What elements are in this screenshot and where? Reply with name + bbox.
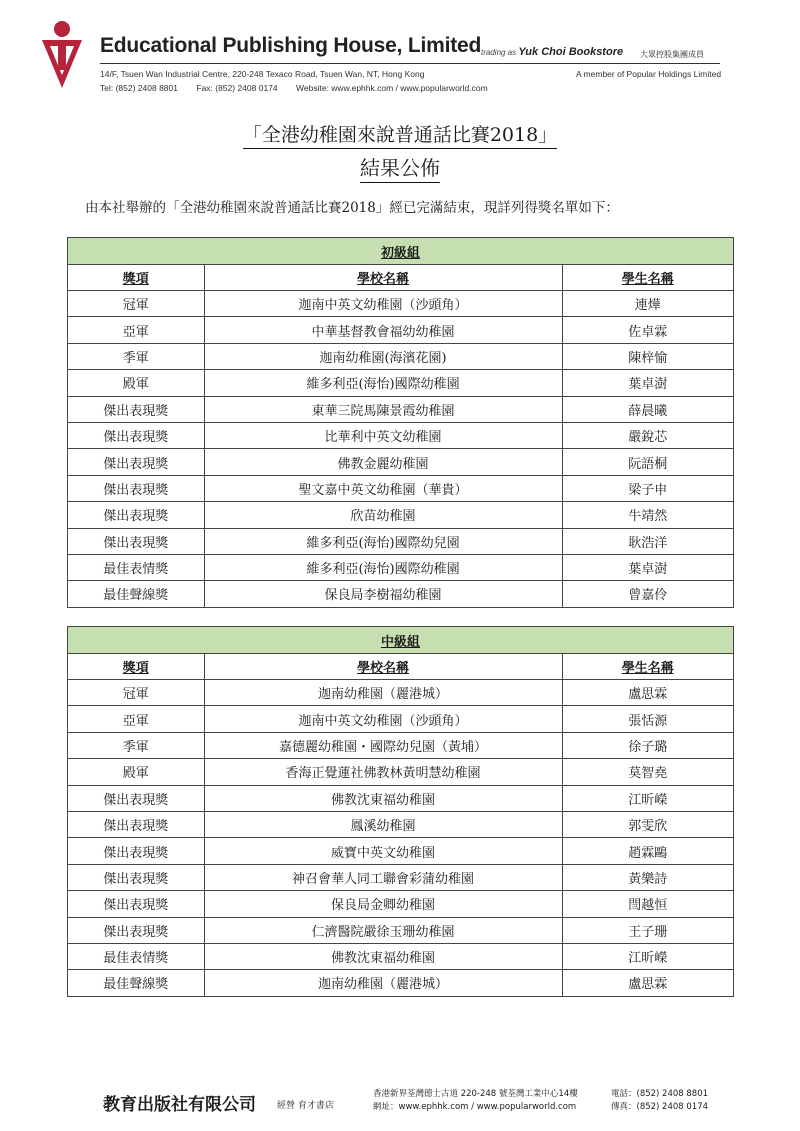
cell-school: 東華三院馬陳景霞幼稚園 xyxy=(204,396,562,422)
table-row xyxy=(68,943,734,969)
company-name: Educational Publishing House, Limited xyxy=(100,34,482,57)
cell-award: 傑出表現獎 xyxy=(68,785,205,811)
cell-student: 江昕嶸 xyxy=(562,943,734,969)
company-contact xyxy=(100,83,504,93)
cell-school: 保良局李樹福幼稚園 xyxy=(204,581,562,607)
cell-school: 嘉德麗幼稚園・國際幼兒園（黃埔） xyxy=(204,732,562,758)
table-row xyxy=(68,759,734,785)
cell-student: 牛靖然 xyxy=(562,502,734,528)
col-student: 學生名稱 xyxy=(562,654,734,680)
cell-school: 迦南幼稚園（麗港城） xyxy=(204,680,562,706)
company-address: 14/F, Tsuen Wan Industrial Centre, 220-248 Texaco Road, Tsuen Wan, NT, Hong Kong xyxy=(100,69,425,79)
page-subtitle: 結果公佈 xyxy=(0,152,800,181)
group-title: 中級組 xyxy=(68,627,734,654)
website: Website: www.ephhk.com / www.popularworld.com xyxy=(296,83,488,93)
footer-contact: 電話：(852) 2408 8801 傳真：(852) 2408 0174 xyxy=(611,1089,709,1112)
cell-award: 傑出表現獎 xyxy=(68,422,205,448)
cell-award: 傑出表現獎 xyxy=(68,917,205,943)
cell-student: 阮語桐 xyxy=(562,449,734,475)
table-body xyxy=(68,291,734,608)
cell-award: 最佳聲線獎 xyxy=(68,970,205,996)
table-row xyxy=(68,554,734,580)
group-title: 初級組 xyxy=(68,238,734,265)
cell-student: 趙霖鷗 xyxy=(562,838,734,864)
cell-student: 江昕嶸 xyxy=(562,785,734,811)
table-row xyxy=(68,291,734,317)
cell-student: 盧思霖 xyxy=(562,680,734,706)
cell-student: 張恬源 xyxy=(562,706,734,732)
col-award: 獎項 xyxy=(68,654,205,680)
table-row xyxy=(68,785,734,811)
cell-student: 王子珊 xyxy=(562,917,734,943)
cell-school: 迦南幼稚園(海濱花園) xyxy=(204,343,562,369)
cell-award: 最佳表情獎 xyxy=(68,554,205,580)
cell-student: 連燁 xyxy=(562,291,734,317)
cell-award: 最佳聲線獎 xyxy=(68,581,205,607)
cell-award: 亞軍 xyxy=(68,317,205,343)
table-row xyxy=(68,811,734,837)
cell-award: 傑出表現獎 xyxy=(68,502,205,528)
cell-award: 傑出表現獎 xyxy=(68,811,205,837)
letterhead xyxy=(0,0,800,100)
footer-operates: 經營 育才書店 xyxy=(277,1101,334,1111)
cell-award: 傑出表現獎 xyxy=(68,891,205,917)
col-student: 學生名稱 xyxy=(562,265,734,291)
col-school: 學校名稱 xyxy=(204,265,562,291)
cell-school: 比華利中英文幼稚園 xyxy=(204,422,562,448)
cell-award: 傑出表現獎 xyxy=(68,864,205,890)
page-title: 「全港幼稚園來說普通話比賽2018」 xyxy=(0,120,800,147)
cell-school: 迦南中英文幼稚園（沙頭角） xyxy=(204,291,562,317)
table-row xyxy=(68,680,734,706)
table-row xyxy=(68,396,734,422)
cell-school: 香海正覺蓮社佛教林黃明慧幼稚園 xyxy=(204,759,562,785)
member-cn: 大眾控股集團成員 xyxy=(640,50,704,59)
cell-student: 葉卓澍 xyxy=(562,554,734,580)
table-body xyxy=(68,680,734,997)
cell-student: 梁子申 xyxy=(562,475,734,501)
table-row xyxy=(68,706,734,732)
cell-school: 鳳溪幼稚園 xyxy=(204,811,562,837)
cell-award: 傑出表現獎 xyxy=(68,449,205,475)
table-row xyxy=(68,317,734,343)
cell-school: 迦南幼稚園（麗港城） xyxy=(204,970,562,996)
cell-student: 徐子璐 xyxy=(562,732,734,758)
cell-student: 郭雯欣 xyxy=(562,811,734,837)
table-row xyxy=(68,502,734,528)
results-table-junior xyxy=(67,237,734,608)
col-school: 學校名稱 xyxy=(204,654,562,680)
cell-award: 傑出表現獎 xyxy=(68,838,205,864)
table-row xyxy=(68,891,734,917)
tel: Tel: (852) 2408 8801 xyxy=(100,83,178,93)
cell-school: 神召會華人同工聯會彩蒲幼稚園 xyxy=(204,864,562,890)
table-row xyxy=(68,449,734,475)
intro-text: 由本社舉辦的「全港幼稚園來說普通話比賽2018」經已完滿結束，現詳列得獎名單如下： xyxy=(85,200,619,216)
cell-student: 盧思霖 xyxy=(562,970,734,996)
table-row xyxy=(68,838,734,864)
cell-award: 冠軍 xyxy=(68,291,205,317)
cell-award: 傑出表現獎 xyxy=(68,396,205,422)
table-row xyxy=(68,475,734,501)
cell-student: 黃樂詩 xyxy=(562,864,734,890)
table-row xyxy=(68,917,734,943)
cell-student: 佐卓霖 xyxy=(562,317,734,343)
cell-award: 殿軍 xyxy=(68,759,205,785)
col-award: 獎項 xyxy=(68,265,205,291)
cell-student: 耿浩洋 xyxy=(562,528,734,554)
table-row xyxy=(68,970,734,996)
trading-as: trading as Yuk Choi Bookstore xyxy=(481,46,624,58)
cell-school: 仁濟醫院嚴徐玉珊幼稚園 xyxy=(204,917,562,943)
footer-address: 香港新界荃灣德士古道 220-248 號荃灣工業中心14樓 網址：www.ephhk.com / www.popularworld.com xyxy=(373,1089,578,1112)
cell-award: 亞軍 xyxy=(68,706,205,732)
table-row xyxy=(68,581,734,607)
cell-student: 陳梓愉 xyxy=(562,343,734,369)
member-en: A member of Popular Holdings Limited xyxy=(576,69,722,79)
cell-student: 莫智堯 xyxy=(562,759,734,785)
cell-award: 最佳表情獎 xyxy=(68,943,205,969)
table-row xyxy=(68,343,734,369)
cell-school: 佛教沈東福幼稚園 xyxy=(204,785,562,811)
cell-award: 季軍 xyxy=(68,343,205,369)
cell-award: 傑出表現獎 xyxy=(68,528,205,554)
cell-school: 維多利亞(海怡)國際幼兒園 xyxy=(204,528,562,554)
table-row xyxy=(68,422,734,448)
cell-school: 維多利亞(海怡)國際幼稚園 xyxy=(204,554,562,580)
cell-award: 殿軍 xyxy=(68,370,205,396)
table-row xyxy=(68,528,734,554)
cell-award: 季軍 xyxy=(68,732,205,758)
cell-school: 威寶中英文幼稚園 xyxy=(204,838,562,864)
header-divider xyxy=(100,63,720,64)
table-row xyxy=(68,864,734,890)
cell-student: 閆越恒 xyxy=(562,891,734,917)
cell-school: 保良局金卿幼稚園 xyxy=(204,891,562,917)
cell-student: 葉卓澍 xyxy=(562,370,734,396)
footer-company: 教育出版社有限公司 xyxy=(103,1095,256,1115)
cell-school: 中華基督教會福幼幼稚園 xyxy=(204,317,562,343)
cell-school: 佛教沈東福幼稚園 xyxy=(204,943,562,969)
cell-student: 曾嘉伶 xyxy=(562,581,734,607)
cell-school: 欣苗幼稚園 xyxy=(204,502,562,528)
cell-school: 迦南中英文幼稚園（沙頭角） xyxy=(204,706,562,732)
fax: Fax: (852) 2408 0174 xyxy=(196,83,278,93)
table-row xyxy=(68,732,734,758)
results-table-intermediate xyxy=(67,626,734,997)
cell-school: 佛教金麗幼稚園 xyxy=(204,449,562,475)
table-row xyxy=(68,370,734,396)
cell-award: 冠軍 xyxy=(68,680,205,706)
cell-student: 薛晨曦 xyxy=(562,396,734,422)
cell-student: 嚴銳芯 xyxy=(562,422,734,448)
cell-school: 維多利亞(海怡)國際幼稚園 xyxy=(204,370,562,396)
cell-school: 聖文嘉中英文幼稚園（華貴） xyxy=(204,475,562,501)
company-logo-icon xyxy=(40,20,84,90)
cell-award: 傑出表現獎 xyxy=(68,475,205,501)
